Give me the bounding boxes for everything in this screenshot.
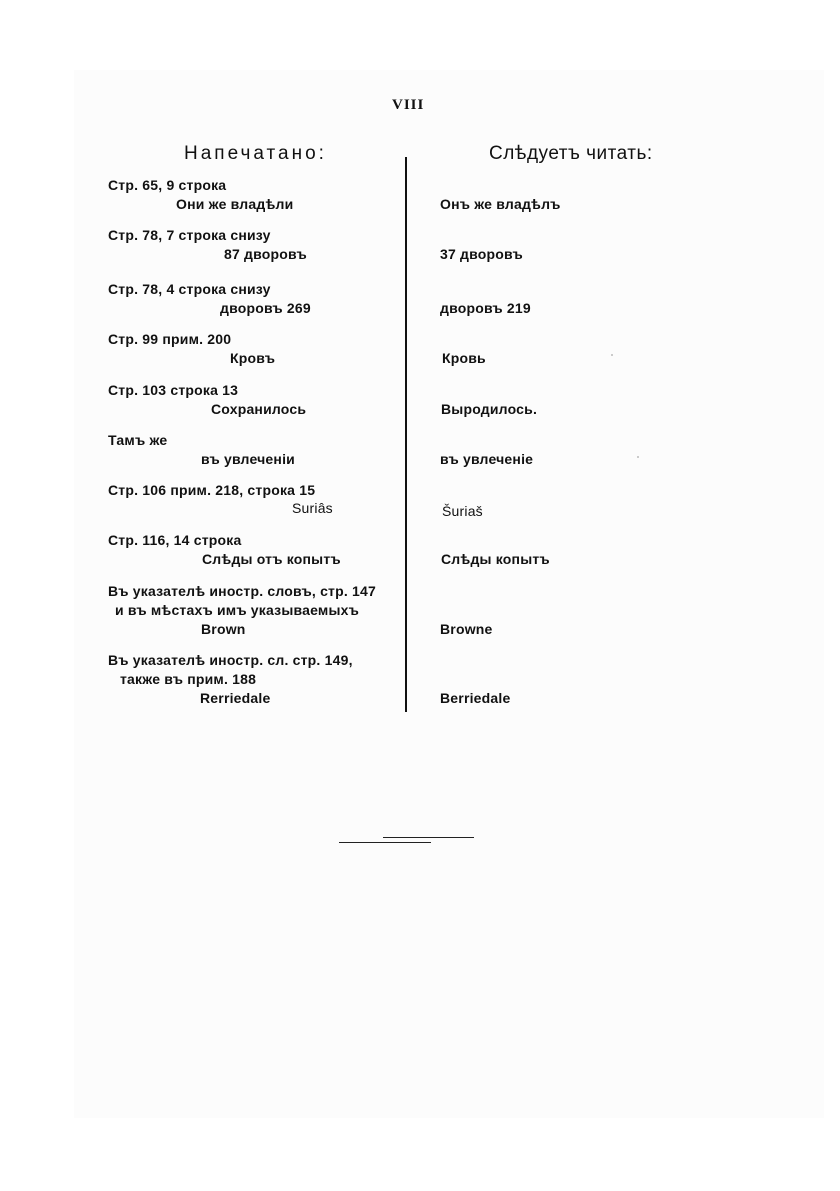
- erratum-correct-text: 37 дворовъ: [440, 246, 523, 262]
- erratum-correct-text: Berriedale: [440, 690, 511, 706]
- erratum-reference: Стр. 103 строка 13: [108, 382, 239, 398]
- erratum-reference: Въ указателѣ иностр. словъ, стр. 147: [108, 583, 377, 599]
- erratum-correct-text: дворовъ 219: [440, 300, 531, 316]
- erratum-printed-text: Кровъ: [230, 350, 276, 366]
- erratum-reference: Стр. 78, 4 строка снизу: [108, 281, 271, 297]
- erratum-reference: Стр. 106 прим. 218, строка 15: [108, 482, 316, 498]
- erratum-printed-text: 87 дворовъ: [224, 246, 307, 262]
- erratum-correct-text: Онъ же владѣлъ: [440, 196, 561, 212]
- erratum-correct-text: Слѣды копытъ: [441, 551, 550, 567]
- column-divider: [405, 157, 407, 712]
- erratum-reference: Въ указателѣ иностр. сл. стр. 149,: [108, 652, 353, 668]
- erratum-printed-text: въ увлеченіи: [201, 451, 295, 467]
- erratum-reference-continued: также въ прим. 188: [120, 671, 257, 687]
- erratum-printed-text: Rerriedale: [200, 690, 271, 706]
- erratum-reference: Стр. 65, 9 строка: [108, 177, 227, 193]
- erratum-reference: Стр. 99 прим. 200: [108, 331, 232, 347]
- page-number: VIII: [392, 97, 425, 113]
- erratum-reference: Стр. 116, 14 строка: [108, 532, 242, 548]
- printed-column-heading: Напечатано:: [184, 143, 327, 164]
- erratum-correct-text: Кровь: [442, 350, 486, 366]
- erratum-reference: Тамъ же: [108, 432, 168, 448]
- erratum-correct-text: Šuriaš: [442, 503, 483, 519]
- end-rule-upper: [383, 837, 474, 838]
- should-read-column-heading: Слѣдуетъ читать:: [489, 143, 653, 164]
- erratum-correct-text: Выродилось.: [441, 401, 538, 417]
- erratum-printed-text: Слѣды отъ копытъ: [202, 551, 341, 567]
- erratum-printed-text: дворовъ 269: [220, 300, 311, 316]
- erratum-printed-text: Brown: [201, 621, 246, 637]
- end-rule-lower: [339, 842, 431, 843]
- erratum-printed-text: Сохранилось: [211, 401, 307, 417]
- erratum-reference-continued: и въ мѣстахъ имъ указываемыхъ: [115, 602, 359, 618]
- erratum-printed-text: Suriâs: [292, 500, 333, 516]
- erratum-correct-text: въ увлеченіе: [440, 451, 534, 467]
- erratum-reference: Стр. 78, 7 строка снизу: [108, 227, 271, 243]
- erratum-correct-text: Browne: [440, 621, 493, 637]
- paper-speck: [637, 456, 639, 458]
- paper-speck: [611, 354, 613, 356]
- erratum-printed-text: Они же владѣли: [176, 196, 294, 212]
